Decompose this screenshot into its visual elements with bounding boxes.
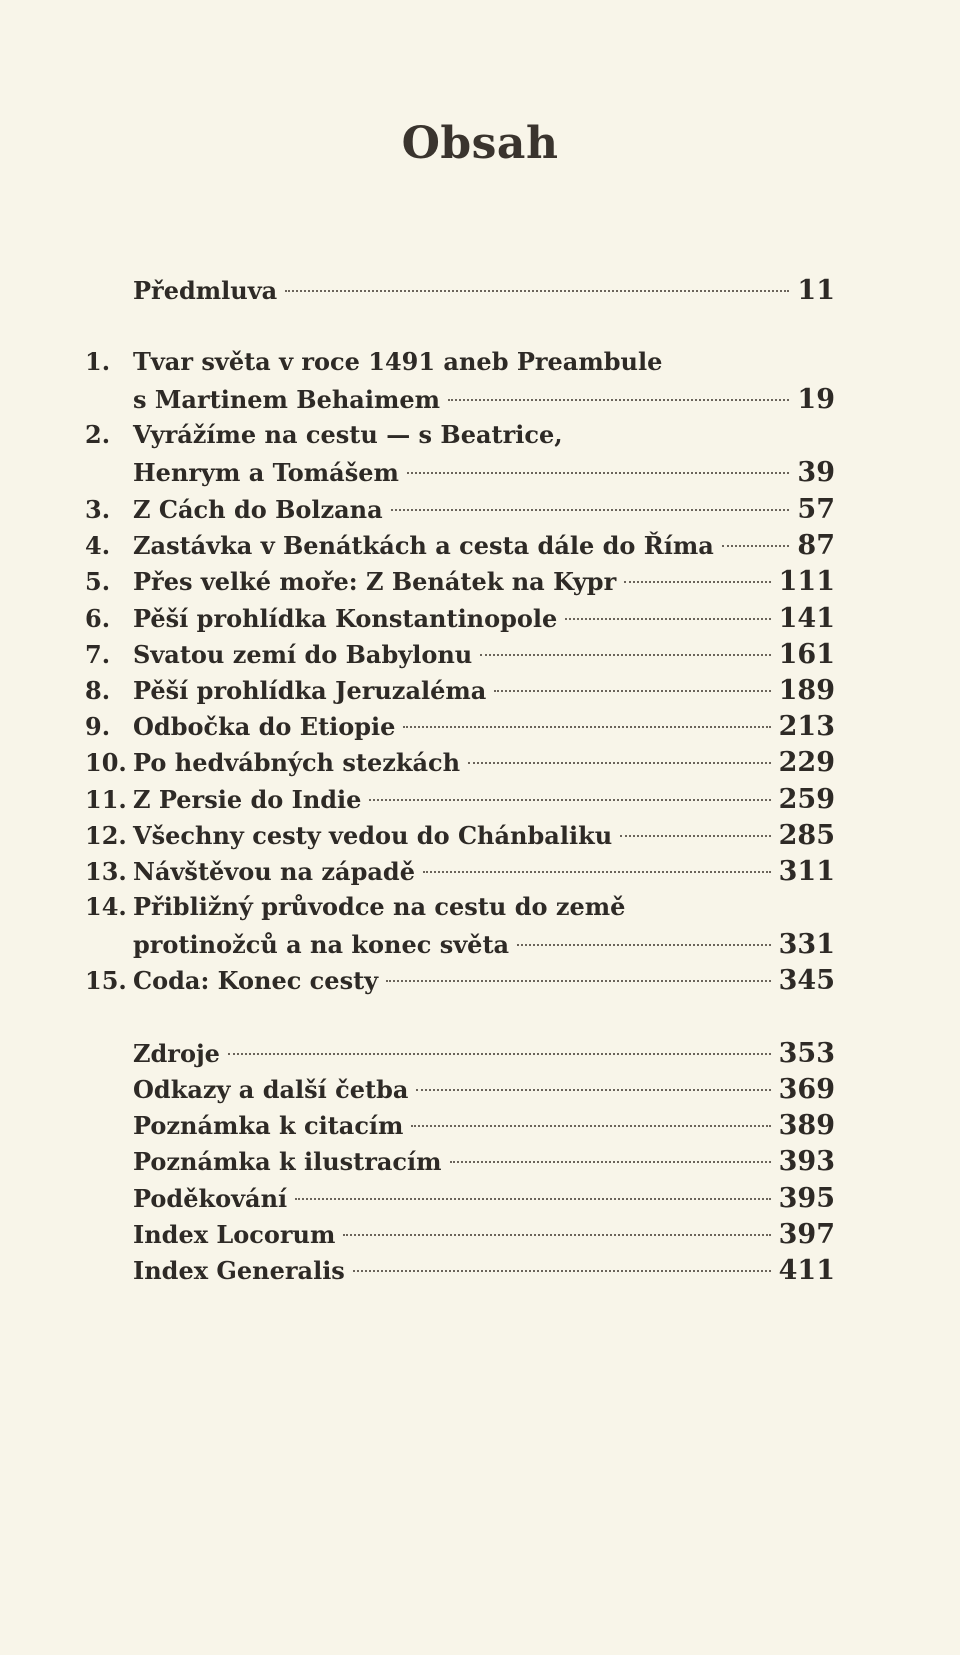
chapter-number: 2.	[85, 420, 111, 449]
entry-title-line1: Přibližný průvodce na cestu do země	[133, 892, 626, 921]
toc-entry-appendix	[85, 1216, 835, 1254]
toc-entry-appendix	[85, 1143, 835, 1181]
chapter-number: 15.	[85, 966, 127, 995]
entry-title: Předmluva	[133, 276, 278, 305]
entry-page: 369	[778, 1074, 835, 1105]
toc-entry-preface	[85, 272, 835, 310]
entry-title: Přes velké moře: Z Benátek na Kypr	[133, 567, 617, 596]
dot-leader	[343, 1234, 770, 1236]
chapter-number: 4.	[85, 531, 111, 560]
toc-entry-chapter	[85, 708, 835, 746]
toc-entry-chapter	[85, 600, 835, 638]
toc-entry-appendix	[85, 1107, 835, 1145]
dot-leader	[386, 980, 771, 982]
entry-page: 311	[778, 856, 835, 887]
chapter-number: 10.	[85, 748, 127, 777]
entry-title: Coda: Konec cesty	[133, 966, 379, 995]
entry-title: Po hedvábných stezkách	[133, 748, 461, 777]
chapter-number: 8.	[85, 676, 111, 705]
dot-leader	[722, 545, 790, 547]
entry-title: Henrym a Tomášem	[133, 458, 399, 487]
dot-leader	[565, 618, 770, 620]
entry-page: 345	[778, 965, 835, 996]
toc-entry-chapter	[85, 491, 835, 529]
toc-entry-chapter	[85, 347, 835, 419]
entry-title: Odkazy a další četba	[133, 1075, 409, 1104]
dot-leader	[480, 654, 770, 656]
chapter-number: 9.	[85, 712, 111, 741]
chapter-number: 7.	[85, 640, 111, 669]
chapter-number: 14.	[85, 892, 127, 921]
entry-page: 189	[778, 675, 835, 706]
toc-entry-chapter	[85, 892, 835, 964]
toc-entry-chapter	[85, 817, 835, 855]
entry-title: s Martinem Behaimem	[133, 385, 441, 414]
toc-entry-chapter	[85, 420, 835, 492]
dot-leader	[407, 472, 790, 474]
dot-leader	[391, 509, 790, 511]
entry-page: 395	[778, 1183, 835, 1214]
entry-title: Z Cách do Bolzana	[133, 495, 383, 524]
entry-page: 397	[778, 1219, 835, 1250]
dot-leader	[620, 835, 770, 837]
dot-leader	[416, 1089, 770, 1091]
entry-title: Zdroje	[133, 1039, 220, 1068]
entry-title-line1: Vyrážíme na cestu — s Beatrice,	[133, 420, 563, 449]
entry-title: Poznámka k ilustracím	[133, 1147, 442, 1176]
page-title: Obsah	[401, 118, 559, 169]
dot-leader	[295, 1198, 770, 1200]
entry-page: 141	[778, 603, 835, 634]
dot-leader	[369, 799, 770, 801]
dot-leader	[285, 290, 789, 292]
dot-leader	[403, 726, 770, 728]
entry-title: Svatou zemí do Babylonu	[133, 640, 473, 669]
entry-title: Pěší prohlídka Jeruzaléma	[133, 676, 487, 705]
toc-entry-appendix	[85, 1071, 835, 1109]
entry-page: 39	[797, 457, 835, 488]
dot-leader	[624, 581, 770, 583]
entry-page: 331	[778, 929, 835, 960]
entry-page: 353	[778, 1038, 835, 1069]
toc-entry-chapter	[85, 636, 835, 674]
chapter-number: 6.	[85, 604, 111, 633]
entry-page: 389	[778, 1110, 835, 1141]
dot-leader	[228, 1053, 771, 1055]
entry-page: 87	[797, 530, 835, 561]
dot-leader	[517, 944, 771, 946]
toc-entry-chapter	[85, 962, 835, 1000]
entry-title: protinožců a na konec světa	[133, 930, 510, 959]
entry-title: Poznámka k citacím	[133, 1111, 404, 1140]
entry-page: 161	[778, 639, 835, 670]
dot-leader	[353, 1270, 771, 1272]
toc-entry-chapter	[85, 563, 835, 601]
toc-entry-appendix	[85, 1180, 835, 1218]
dot-leader	[494, 690, 770, 692]
entry-title: Index Generalis	[133, 1256, 345, 1285]
toc-entry-chapter	[85, 781, 835, 819]
entry-page: 57	[797, 494, 835, 525]
entry-title: Odbočka do Etiopie	[133, 712, 396, 741]
entry-page: 11	[797, 275, 835, 306]
chapter-number: 5.	[85, 567, 111, 596]
entry-title: Z Persie do Indie	[133, 785, 362, 814]
dot-leader	[448, 399, 789, 401]
dot-leader	[450, 1161, 771, 1163]
toc-entry-chapter	[85, 853, 835, 891]
entry-page: 411	[778, 1255, 835, 1286]
entry-title: Zastávka v Benátkách a cesta dále do Říma	[133, 531, 714, 560]
toc-entry-chapter	[85, 744, 835, 782]
entry-title: Návštěvou na západě	[133, 857, 415, 886]
dot-leader	[468, 762, 771, 764]
entry-title: Pěší prohlídka Konstantinopole	[133, 604, 558, 633]
entry-title: Všechny cesty vedou do Chánbaliku	[133, 821, 613, 850]
entry-page: 259	[778, 784, 835, 815]
entry-page: 213	[778, 711, 835, 742]
entry-title: Poděkování	[133, 1184, 288, 1213]
entry-title: Index Locorum	[133, 1220, 336, 1249]
chapter-number: 13.	[85, 857, 127, 886]
chapter-number: 3.	[85, 495, 111, 524]
entry-page: 285	[778, 820, 835, 851]
entry-page: 229	[778, 747, 835, 778]
toc-entry-chapter	[85, 672, 835, 710]
toc-entry-appendix	[85, 1035, 835, 1073]
entry-title-line1: Tvar světa v roce 1491 aneb Preambule	[133, 347, 663, 376]
entry-page: 19	[797, 384, 835, 415]
entry-page: 393	[778, 1146, 835, 1177]
chapter-number: 1.	[85, 347, 111, 376]
toc-entry-chapter	[85, 527, 835, 565]
dot-leader	[411, 1125, 770, 1127]
chapter-number: 12.	[85, 821, 127, 850]
toc-entry-appendix	[85, 1252, 835, 1290]
chapter-number: 11.	[85, 785, 127, 814]
entry-page: 111	[778, 566, 835, 597]
dot-leader	[423, 871, 771, 873]
